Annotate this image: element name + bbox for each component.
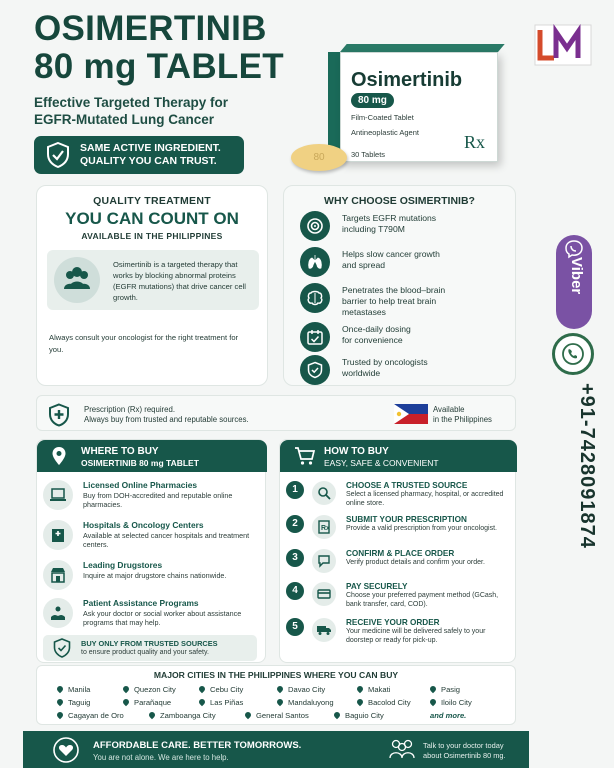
step-number: 2 [286,515,304,533]
availability-line-2: in the Philippines [433,415,492,424]
buy-option-title: Leading Drugstores [83,560,163,570]
location-pin-icon [51,446,67,471]
trusted-title: BUY ONLY FROM TRUSTED SOURCES [81,639,218,648]
calendar-check-icon [300,322,330,352]
shield-cross-icon [47,403,71,432]
city-item: Zamboanga City [149,711,216,720]
step-number: 4 [286,582,304,600]
buy-option-title: Hospitals & Oncology Centers [83,520,204,530]
shield-check-icon [300,355,330,385]
city-item: Mandaluyong [277,698,334,707]
city-item: Taguig [57,698,90,707]
why-item [300,211,510,241]
why-line: Helps slow cancer growth [342,249,440,259]
why-title: WHY CHOOSE OSIMERTINIB? [324,195,475,207]
why-line: Once-daily dosing [342,324,411,334]
step-title: CONFIRM & PLACE ORDER [346,549,455,558]
how-header [280,440,517,472]
step-desc: Provide a valid prescription from your oncologist. [346,525,497,532]
people-icon [54,257,100,303]
city-item: General Santos [245,711,309,720]
brain-icon [300,283,330,313]
tablet-image: 80 [291,144,347,171]
badge-line-1: SAME ACTIVE INGREDIENT. [80,142,221,154]
footer-talk-line-2: about Osimertinib 80 mg. [423,751,506,760]
rx-notice-line-1: Prescription (Rx) required. [84,405,175,414]
viber-badge[interactable] [556,235,592,329]
city-item: Baguio City [334,711,384,720]
buy-option-title: Patient Assistance Programs [83,598,199,608]
why-line: worldwide [342,368,381,378]
availability-line-1: Available [433,405,465,414]
search-icon [312,481,336,505]
step-title: PAY SECURELY [346,582,408,591]
step-title: RECEIVE YOUR ORDER [346,618,440,627]
city-item: Las Piñas [199,698,243,707]
shield-check-icon [46,142,70,172]
why-item [300,355,510,385]
quality-card [36,185,268,386]
page-subtitle [34,94,304,128]
laptop-icon [43,480,73,510]
title-line-1: OSIMERTINIB [34,9,267,48]
trust-badge [34,136,244,174]
why-choose-card [283,185,516,386]
box-rx-symbol: Rx [463,132,485,152]
heart-icon [53,737,79,768]
city-item: Manila [57,685,90,694]
buy-option-desc: Ask your doctor or social worker about assistance programs that may help. [83,609,242,627]
city-item: Iloilo City [430,698,472,707]
badge-line-2: QUALITY YOU CAN TRUST. [80,155,217,167]
trusted-sources-note [43,635,257,661]
cities-title: MAJOR CITIES IN THE PHILIPPINES WHERE YOU CAN BUY [153,670,399,680]
cart-icon [294,446,316,471]
hospital-icon [43,520,73,550]
helping-hands-icon [43,598,73,628]
people-icon [388,736,416,767]
box-count: 30 Tablets [351,150,386,159]
quality-sub: AVAILABLE IN THE PHILIPPINES [81,231,223,241]
box-category: Antineoplastic Agent [351,128,419,137]
prescription-notice [36,395,516,431]
why-line: Trusted by oncologists [342,357,428,367]
why-line: Targets EGFR mutations [342,213,437,223]
why-line: including T790M [342,224,405,234]
box-product-name: Osimertinib [351,69,463,91]
why-line: barrier to help treat brain [342,296,437,306]
box-form: Film-Coated Tablet [351,113,414,122]
where-subtitle: OSIMERTINIB 80 mg TABLET [81,458,199,468]
buy-option-desc: Available at selected cancer hospitals and treatment centers. [83,531,250,549]
how-to-buy-card [279,439,516,663]
product-box-image [328,42,503,164]
why-item [300,322,510,352]
whatsapp-icon[interactable] [552,333,594,375]
city-item: Pasig [430,685,460,694]
svg-text:Rx: Rx [321,525,330,532]
subtitle-line-1: Effective Targeted Therapy for [34,95,229,110]
brand-logo [534,24,592,66]
chat-icon [312,549,336,573]
step-title: CHOOSE A TRUSTED SOURCE [346,481,468,490]
credit-card-icon [312,582,336,606]
lungs-icon [300,247,330,277]
subtitle-line-2: EGFR-Mutated Lung Cancer [34,112,215,127]
why-line: Penetrates the blood–brain [342,285,446,295]
prescription-icon [312,515,336,539]
how-subtitle: EASY, SAFE & CONVENIENT [324,458,439,468]
philippines-flag-icon [394,404,428,424]
target-icon [300,211,330,241]
trusted-desc: to ensure product quality and your safety. [81,649,209,656]
delivery-truck-icon [312,618,336,642]
where-to-buy-card [36,439,266,663]
step-number: 1 [286,481,304,499]
buy-option-desc: Buy from DOH-accredited and reputable online pharmacies. [83,491,233,509]
quality-title: QUALITY TREATMENT [93,195,211,207]
step-desc: Choose your preferred payment method (GCash, bank transfer, card, COD). [346,592,499,608]
step-number: 3 [286,549,304,567]
step-number: 5 [286,618,304,636]
phone-number[interactable]: +91-7428091874 [576,383,598,549]
footer-banner [23,731,529,768]
how-title: HOW TO BUY [324,446,389,457]
page-title [34,10,304,86]
why-item [300,283,510,317]
step-desc: Select a licensed pharmacy, hospital, or accredited online store. [346,491,504,507]
cities-section [36,665,516,725]
city-item: Cebu City [199,685,243,694]
why-line: and spread [342,260,386,270]
where-header [37,440,267,472]
buy-option-desc: Inquire at major drugstore chains nationwide. [83,571,227,580]
footer-tagline: AFFORDABLE CARE. BETTER TOMORROWS. [93,740,302,751]
why-line: metastases [342,307,386,317]
where-title: WHERE TO BUY [81,446,159,457]
buy-option-title: Licensed Online Pharmacies [83,480,198,490]
quality-headline: YOU CAN COUNT ON [65,209,239,228]
footer-talk-line-1: Talk to your doctor today [423,741,504,750]
city-item: Bacolod City [357,698,411,707]
box-dose: 80 mg [351,93,394,108]
city-item: Makati [357,685,390,694]
shield-check-icon [53,638,71,663]
consult-note: Always consult your oncologist for the right treatment for you. [49,333,239,354]
city-item: Davao City [277,685,325,694]
step-desc: Your medicine will be delivered safely to your doorstep or ready for pick-up. [346,628,486,644]
city-item: Quezon City [123,685,176,694]
why-line: for convenience [342,335,403,345]
viber-label: Viber [568,257,585,295]
why-item [300,247,510,277]
storefront-icon [43,560,73,590]
rx-notice-line-2: Always buy from trusted and reputable sources. [84,415,249,424]
cities-more: and more. [430,711,467,720]
city-item: Parañaque [123,698,171,707]
step-desc: Verify product details and confirm your order. [346,559,485,566]
step-title: SUBMIT YOUR PRESCRIPTION [346,515,467,524]
title-line-2: 80 mg TABLET [34,47,284,86]
footer-subline: You are not alone. We are here to help. [93,753,229,762]
city-item: Cagayan de Oro [57,711,124,720]
quality-description-box [47,250,259,310]
quality-description: Osimertinib is a targeted therapy that works by blocking abnormal proteins (EGFR mutations) that drive cancer cell growth. [113,260,246,302]
